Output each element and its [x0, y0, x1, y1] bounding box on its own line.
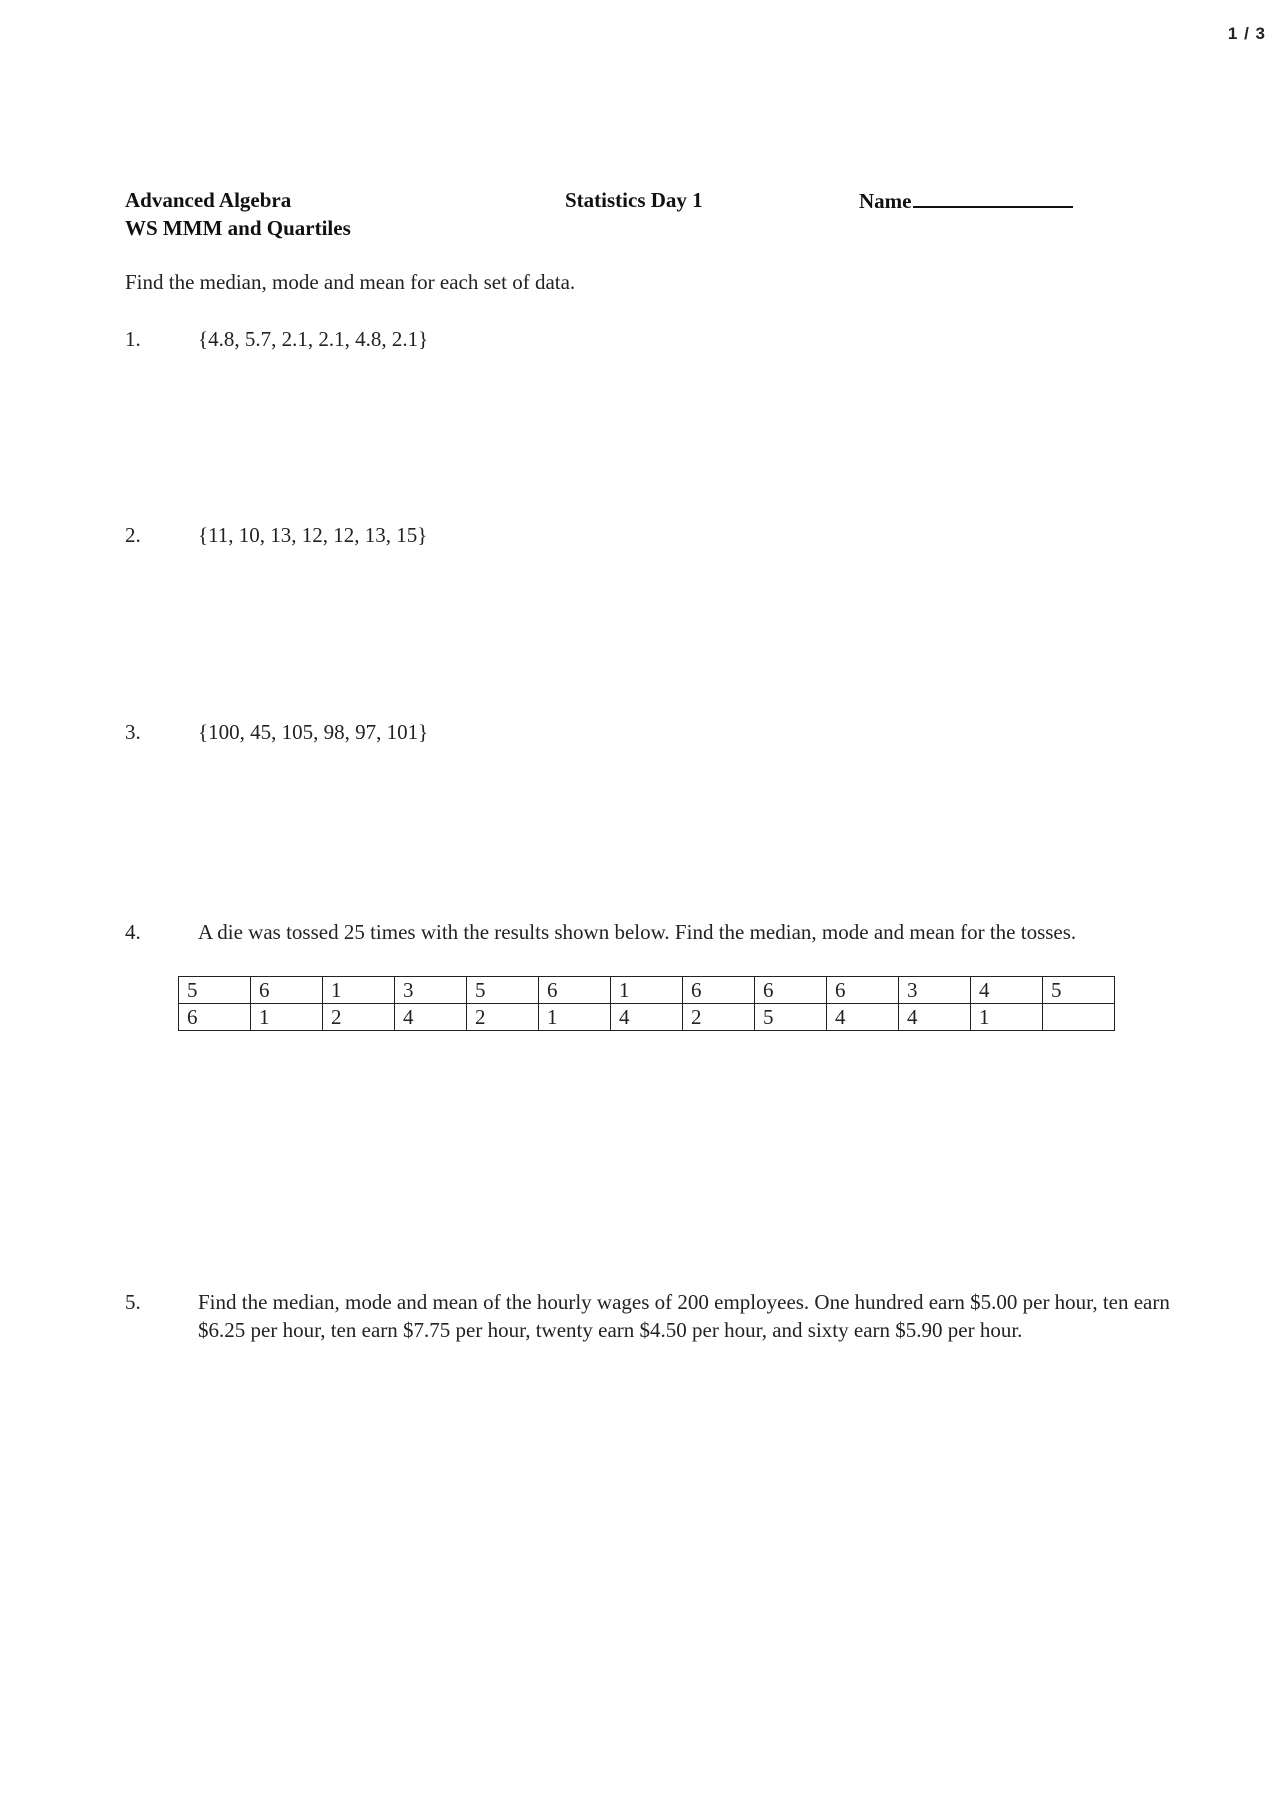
table-cell: 4 — [899, 1004, 971, 1031]
table-cell: 1 — [539, 1004, 611, 1031]
name-label: Name — [859, 189, 912, 213]
table-cell: 6 — [755, 977, 827, 1004]
table-cell: 3 — [395, 977, 467, 1004]
table-cell — [1043, 1004, 1115, 1031]
problem-number: 2. — [125, 523, 141, 547]
problem-number: 1. — [125, 327, 141, 351]
table-cell: 1 — [611, 977, 683, 1004]
table-cell: 6 — [683, 977, 755, 1004]
table-cell: 6 — [179, 1004, 251, 1031]
name-blank-line — [913, 186, 1073, 208]
table-cell: 2 — [467, 1004, 539, 1031]
table-cell: 6 — [827, 977, 899, 1004]
table-cell: 1 — [323, 977, 395, 1004]
header-left — [125, 186, 485, 242]
problem-text: Find the median, mode and mean of the hourly wages of 200 employees. One hundred earn $5.00 per hour, ten earn $6.25 per hour, ten earn $7.75 per hour, twenty earn $4.50 per hour, and sixty earn $5.90 per hour. — [198, 1290, 1170, 1342]
dice-results-table — [178, 976, 1115, 1031]
table-cell: 6 — [539, 977, 611, 1004]
problem-text: {4.8, 5.7, 2.1, 2.1, 4.8, 2.1} — [198, 327, 429, 351]
table-cell: 5 — [467, 977, 539, 1004]
table-cell: 2 — [683, 1004, 755, 1031]
table-cell: 5 — [179, 977, 251, 1004]
problem-text: {11, 10, 13, 12, 12, 13, 15} — [198, 523, 428, 547]
table-cell: 4 — [971, 977, 1043, 1004]
worksheet-title: WS MMM and Quartiles — [125, 216, 351, 240]
instructions: Find the median, mode and mean for each set of data. — [125, 270, 576, 294]
table-cell: 4 — [395, 1004, 467, 1031]
table-cell: 1 — [971, 1004, 1043, 1031]
problem-text: {100, 45, 105, 98, 97, 101} — [198, 720, 429, 744]
table-row — [179, 977, 1115, 1004]
page-number: 1 / 3 — [1227, 24, 1266, 43]
table-cell: 2 — [323, 1004, 395, 1031]
table-cell: 5 — [1043, 977, 1115, 1004]
table-cell: 1 — [251, 1004, 323, 1031]
problem-number: 4. — [125, 920, 141, 944]
problem-number: 3. — [125, 720, 141, 744]
problem-number: 5. — [125, 1290, 141, 1314]
day-title: Statistics Day 1 — [565, 188, 703, 212]
table-cell: 4 — [827, 1004, 899, 1031]
table-cell: 3 — [899, 977, 971, 1004]
table-cell: 5 — [755, 1004, 827, 1031]
problem-text: A die was tossed 25 times with the results shown below. Find the median, mode and mean for the tosses. — [198, 920, 1077, 944]
table-cell: 4 — [611, 1004, 683, 1031]
table-row — [179, 1004, 1115, 1031]
table-cell: 6 — [251, 977, 323, 1004]
name-field — [859, 186, 1073, 215]
course-title: Advanced Algebra — [125, 188, 292, 212]
